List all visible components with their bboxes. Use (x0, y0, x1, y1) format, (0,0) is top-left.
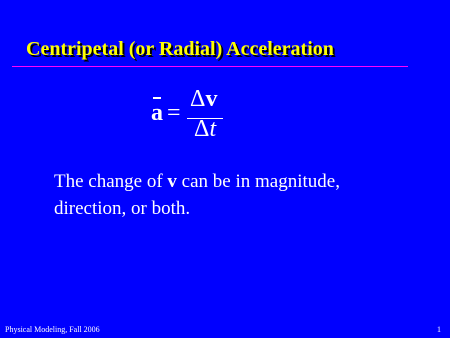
numerator-delta: Δ (190, 86, 206, 112)
body-text (54, 168, 414, 222)
footer-page-number: 1 (437, 325, 441, 334)
vector-overbar (153, 97, 161, 99)
title-divider (12, 66, 408, 67)
equation-denominator (194, 116, 216, 143)
footer-course: Physical Modeling, Fall 2006 (5, 325, 100, 334)
equation-lhs: a (151, 100, 163, 126)
body-line1-pre: The change of (54, 171, 168, 192)
body-line1-post: can be in magnitude, (176, 171, 340, 192)
acceleration-equation (150, 86, 240, 146)
equals-sign: = (167, 100, 181, 126)
denominator-delta: Δ (194, 116, 210, 142)
denominator-variable: t (209, 116, 217, 142)
body-line1-bold: v (167, 171, 177, 192)
equation-numerator (190, 86, 217, 113)
body-line2: direction, or both. (54, 198, 191, 219)
slide-title: Centripetal (or Radial) Acceleration (26, 38, 334, 60)
numerator-variable: v (205, 86, 218, 112)
